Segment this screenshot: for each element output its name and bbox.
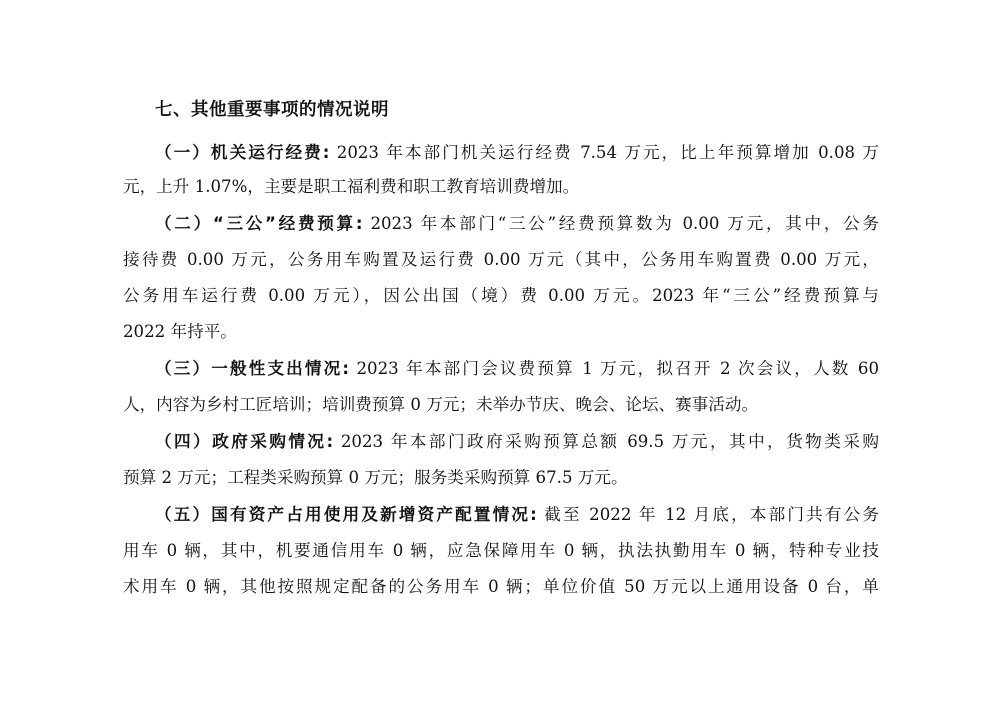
paragraph-3-line-2: 人，内容为乡村工匠培训；培训费预算 0 万元；未举办节庆、晚会、论坛、赛事活动。	[123, 395, 759, 414]
paragraph-5-text: 截至 2022 年 12 月底，本部门共有公务	[536, 505, 879, 524]
paragraph-2-text: 2023 年本部门“三公”经费预算数为 0.00 万元，其中，公务	[362, 214, 879, 233]
paragraph-5-label: （五）国有资产占用使用及新增资产配置情况:	[155, 505, 537, 524]
paragraph-5-line-1	[155, 505, 879, 525]
paragraph-1-text: 2023 年本部门机关运行经费 7.54 万元，比上年预算增加 0.08 万	[329, 143, 879, 162]
paragraph-3-text: 2023 年本部门会议费预算 1 万元，拟召开 2 次会议，人数 60	[349, 359, 879, 378]
paragraph-4-line-2: 预算 2 万元；工程类采购预算 0 万元；服务类采购预算 67.5 万元。	[123, 468, 628, 487]
paragraph-4-line-1	[155, 432, 879, 452]
paragraph-5-line-3: 术用车 0 辆，其他按照规定配备的公务用车 0 辆；单位价值 50 万元以上通用设备 0 台，单	[123, 577, 879, 596]
paragraph-2-line-4: 2022 年持平。	[123, 322, 237, 341]
paragraph-2-label: （二）“三公”经费预算:	[155, 214, 363, 233]
paragraph-5-line-2: 用车 0 辆，其中，机要通信用车 0 辆，应急保障用车 0 辆，执法执勤用车 0 辆，特种专业技	[123, 541, 879, 560]
paragraph-4-label: （四）政府采购情况:	[155, 432, 334, 451]
section-heading: 七、其他重要事项的情况说明	[155, 100, 389, 120]
paragraph-2-line-1	[155, 214, 879, 234]
paragraph-4-text: 2023 年本部门政府采购预算总额 69.5 万元，其中，货物类采购	[333, 432, 879, 451]
paragraph-1-line-1	[155, 143, 879, 163]
paragraph-2-line-3: 公务用车运行费 0.00 万元），因公出国（境）费 0.00 万元。2023 年“三公”经费预算与	[123, 286, 879, 305]
paragraph-3-line-1	[155, 359, 879, 379]
paragraph-1-line-2: 元，上升 1.07%，主要是职工福利费和职工教育培训费增加。	[123, 177, 580, 196]
paragraph-1-label: （一）机关运行经费:	[155, 143, 330, 162]
paragraph-2-line-2: 接待费 0.00 万元，公务用车购置及运行费 0.00 万元（其中，公务用车购置费 0.00 万元，	[123, 250, 879, 269]
paragraph-3-label: （三）一般性支出情况:	[155, 359, 350, 378]
